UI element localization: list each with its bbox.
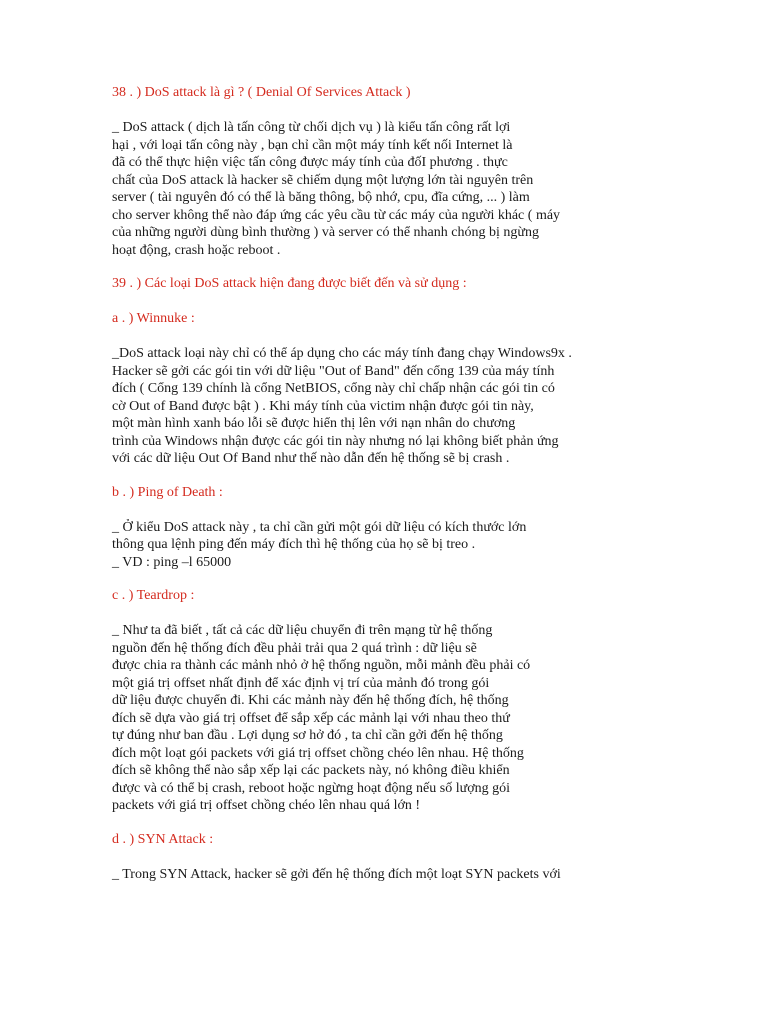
text-line: thông qua lệnh ping đến máy đích thì hệ thống của họ sẽ bị treo .	[112, 537, 476, 552]
text-line: chất của DoS attack là hacker sẽ chiếm dụng một lượng lớn tài nguyên trên	[112, 172, 534, 188]
text-line: đích sẽ dựa vào giá trị offset để sắp xếp các mảnh lại với nhau theo thứ	[112, 710, 510, 726]
paragraph-teardrop	[112, 622, 632, 815]
text-line: _ VD : ping –l 65000	[112, 554, 232, 570]
paragraph-syn-attack	[112, 866, 632, 884]
text-line: đã có thể thực hiện việc tấn công được máy tính của đốI phương . thực	[112, 155, 508, 170]
text-line: đích sẽ không thể nào sắp xếp lại các packets này, nó không điều khiển	[112, 763, 510, 778]
text-line: được và có thể bị crash, reboot hoặc ngừng hoạt động nếu số lượng gói	[112, 780, 510, 796]
text-line: được chia ra thành các mảnh nhỏ ở hệ thống nguồn, mỗi mảnh đều phải có	[112, 658, 531, 673]
section-heading-39: 39 . ) Các loại DoS attack hiện đang được biết đến và sử dụng :	[112, 276, 467, 291]
text-line: Hacker sẽ gởi các gói tin với dữ liệu "Out of Band" đến cổng 139 của máy tính	[112, 363, 555, 379]
text-line: đích ( Cổng 139 chính là cổng NetBIOS, cổng này chỉ chấp nhận các gói tin có	[112, 381, 555, 396]
document-page	[112, 84, 632, 883]
text-line: _ Như ta đã biết , tất cả các dữ liệu chuyển đi trên mạng từ hệ thống	[112, 623, 493, 638]
text-line: đích một loạt gói packets với giá trị offset chồng chéo lên nhau. Hệ thống	[112, 745, 524, 761]
text-line: server ( tài nguyên đó có thể là băng thông, bộ nhớ, cpu, đĩa cứng, ... ) làm	[112, 190, 530, 205]
text-line: cho server không thể nào đáp ứng các yêu cầu từ các máy của người khác ( máy	[112, 207, 561, 223]
text-line: hại , với loại tấn công này , bạn chỉ cần một máy tính kết nối Internet là	[112, 137, 513, 153]
text-line: nguồn đến hệ thống đích đều phải trải qua 2 quá trình : dữ liệu sẽ	[112, 640, 477, 656]
text-line: với các dữ liệu Out Of Band như thế nào dẫn đến hệ thống sẽ bị crash .	[112, 451, 510, 466]
text-line: dữ liệu được chuyển đi. Khi các mảnh này đến hệ thống đích, hệ thống	[112, 693, 509, 708]
text-line: hoạt động, crash hoặc reboot .	[112, 242, 281, 258]
subsection-heading-syn-attack: d . ) SYN Attack :	[112, 831, 214, 847]
text-line: tự đúng như ban đầu . Lợi dụng sơ hở đó , ta chỉ cần gởi đến hệ thống	[112, 728, 503, 743]
text-line: trình của Windows nhận được các gói tin này nhưng nó lại không biết phản ứng	[112, 433, 559, 449]
paragraph-dos-definition	[112, 119, 632, 259]
subsection-heading-winnuke: a . ) Winnuke :	[112, 311, 195, 326]
text-line: _ Trong SYN Attack, hacker sẽ gởi đến hệ thống đích một loạt SYN packets với	[112, 866, 561, 882]
text-line: packets với giá trị offset chồng chéo lên nhau quá lớn !	[112, 798, 421, 813]
paragraph-ping-of-death	[112, 519, 632, 572]
text-line: một màn hình xanh báo lỗi sẽ được hiển thị lên với nạn nhân do chương	[112, 416, 516, 431]
text-line: _ DoS attack ( dịch là tấn công từ chối dịch vụ ) là kiểu tấn công rất lợi	[112, 120, 511, 135]
paragraph-winnuke	[112, 345, 632, 468]
text-line: của những người dùng bình thường ) và server có thể nhanh chóng bị ngừng	[112, 225, 539, 240]
section-heading-38: 38 . ) DoS attack là gì ? ( Denial Of Services Attack )	[112, 85, 411, 100]
subsection-heading-teardrop: c . ) Teardrop :	[112, 588, 195, 603]
text-line: cờ Out of Band được bật ) . Khi máy tính của victim nhận được gói tin này,	[112, 398, 534, 414]
subsection-heading-ping-of-death: b . ) Ping of Death :	[112, 484, 223, 500]
text-line: _ Ở kiểu DoS attack này , ta chỉ cần gửi một gói dữ liệu có kích thước lớn	[112, 519, 527, 535]
text-line: một giá trị offset nhất định để xác định vị trí của mảnh đó trong gói	[112, 675, 490, 691]
text-line: _DoS attack loại này chỉ có thể áp dụng cho các máy tính đang chạy Windows9x .	[112, 346, 572, 361]
